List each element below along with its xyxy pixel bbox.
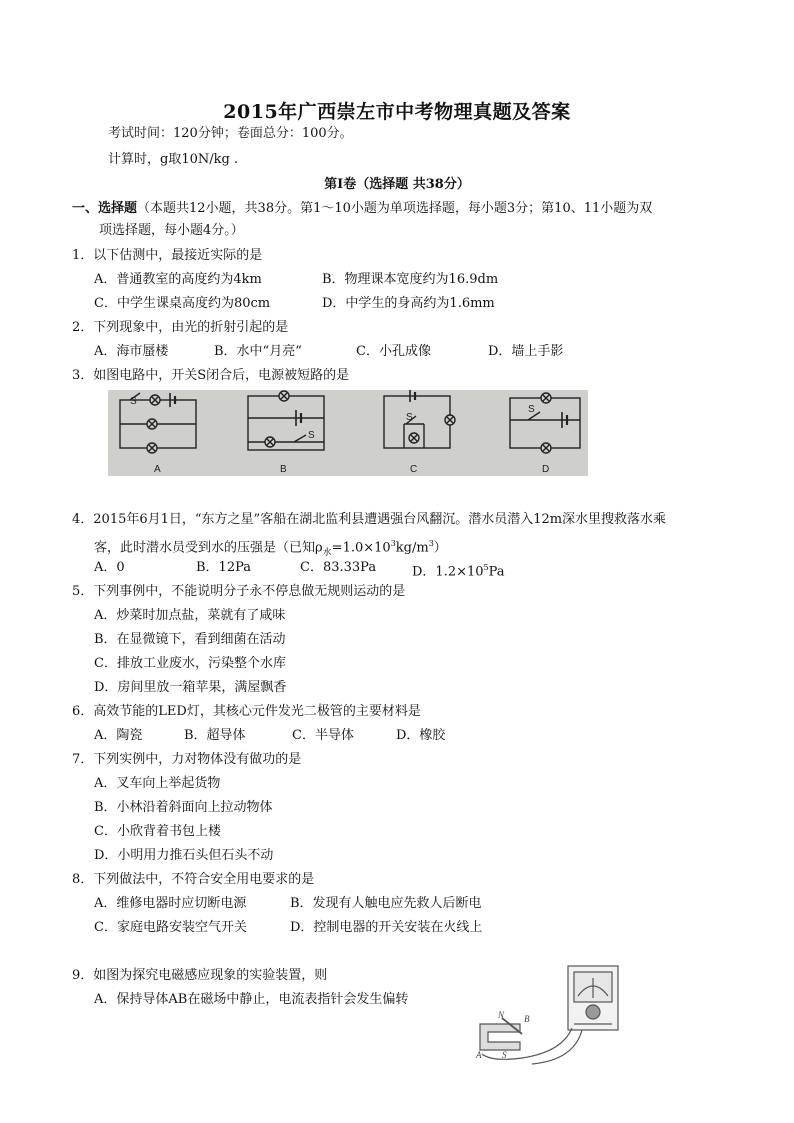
q4-stem-part: ） — [433, 540, 447, 556]
question-9-stem: 9．如图为探究电磁感应现象的实验装置，则 — [72, 968, 328, 983]
q7-option-d: D．小明用力推石头但石头不动 — [94, 848, 274, 863]
q1-option-b: B．物理课本宽度约为16.9dm — [322, 272, 499, 287]
part-title: 第Ⅰ卷（选择题 共38分） — [324, 177, 470, 192]
circuit-a-switch-label: S — [130, 396, 137, 407]
section-desc-cont: 项选择题，每小题4分。） — [99, 223, 244, 238]
q7-option-a: A．叉车向上举起货物 — [94, 776, 221, 791]
circuit-d — [510, 393, 580, 453]
section-header — [72, 201, 652, 217]
q4-d-exponent: 5 — [483, 563, 489, 572]
q1-option-a: A．普通教室的高度约为4km — [94, 272, 262, 287]
circuit-b — [248, 391, 324, 450]
q7-option-c: C．小欣背着书包上楼 — [94, 824, 221, 839]
q5-option-c: C．排放工业废水，污染整个水库 — [94, 656, 286, 671]
q4-option-b: B．12Pa — [196, 560, 252, 575]
question-5-stem: 5．下列事例中，不能说明分子永不停息做无规则运动的是 — [72, 584, 406, 599]
q4-rho-subscript: 水 — [322, 547, 332, 558]
q4-stem-part: =1.0×10 — [331, 540, 391, 556]
apparatus-label-a: A — [476, 1050, 482, 1060]
electromagnetic-induction-apparatus — [462, 962, 632, 1070]
circuit-c-switch-label: S — [406, 412, 413, 423]
section-label: 一、选择题 — [72, 201, 138, 216]
gravity-note: 计算时，g取10N/kg . — [108, 152, 239, 167]
q8-option-c: C．家庭电路安装空气开关 — [94, 920, 247, 935]
apparatus-label-b: B — [524, 1014, 530, 1024]
circuit-diagrams-svg — [108, 390, 588, 476]
question-3-stem: 3．如图电路中，开关S闭合后，电源被短路的是 — [72, 368, 350, 383]
apparatus-label-s: S — [502, 1050, 507, 1060]
q4-option-c: C．83.33Pa — [300, 560, 377, 575]
question-8-stem: 8．下列做法中，不符合安全用电要求的是 — [72, 872, 315, 887]
q4-stem-part: 客，此时潜水员受到水的压强是（已知ρ — [94, 540, 323, 556]
q5-option-d: D．房间里放一箱苹果，满屋飘香 — [94, 680, 287, 695]
q2-option-b: B．水中“月亮” — [214, 344, 302, 359]
q2-option-d: D．墙上手影 — [488, 344, 564, 359]
q2-option-c: C．小孔成像 — [356, 344, 431, 359]
circuit-d-switch-label: S — [528, 404, 535, 415]
circuit-c — [384, 390, 455, 448]
circuit-b-switch-label: S — [308, 430, 315, 441]
q8-option-d: D．控制电器的开关安装在火线上 — [290, 920, 483, 935]
page-title: 2015年广西崇左市中考物理真题及答案 — [223, 101, 571, 123]
question-4-stem-cont — [94, 536, 447, 561]
q2-option-a: A．海市蜃楼 — [94, 344, 169, 359]
q7-option-b: B．小林沿着斜面向上拉动物体 — [94, 800, 273, 815]
q4-stem-part: kg/m — [395, 540, 429, 556]
apparatus-label-n: N — [498, 1010, 505, 1020]
q1-option-d: D．中学生的身高约为1.6mm — [322, 296, 495, 311]
q4-unit-exponent: 3 — [428, 539, 434, 548]
q5-option-a: A．炒菜时加点盐，菜就有了咸味 — [94, 608, 286, 623]
question-7-stem: 7．下列实例中，力对物体没有做功的是 — [72, 752, 302, 767]
circuit-d-label: D — [542, 464, 550, 475]
question-6-stem: 6．高效节能的LED灯，其核心元件发光二极管的主要材料是 — [72, 704, 421, 719]
q9-option-a: A．保持导体AB在磁场中静止，电流表指针会发生偏转 — [94, 992, 409, 1007]
q1-option-c: C．中学生课桌高度约为80cm — [94, 296, 271, 311]
circuit-b-label: B — [280, 464, 287, 475]
section-desc: （本题共12小题，共38分。第1～10小题为单项选择题，每小题3分；第10、11小题为双 — [137, 201, 653, 216]
q6-option-d: D．橡胶 — [396, 728, 446, 743]
exam-time-info: 考试时间：120分钟；卷面总分：100分。 — [108, 126, 353, 141]
q6-option-c: C．半导体 — [292, 728, 354, 743]
q4-option-a: A．0 — [94, 560, 125, 575]
circuit-a-label: A — [154, 464, 161, 475]
q4-d-part: D．1.2×10 — [412, 564, 484, 580]
apparatus-svg — [462, 962, 632, 1070]
question-2-stem: 2．下列现象中，由光的折射引起的是 — [72, 320, 289, 335]
q4-d-part: Pa — [488, 564, 505, 580]
question-4-stem: 4．2015年6月1日，“东方之星”客船在湖北监利县遭遇强台风翻沉。潜水员潜入12m深水里搜救落水乘 — [72, 512, 667, 527]
q8-option-a: A．维修电器时应切断电源 — [94, 896, 247, 911]
q4-option-d — [412, 560, 505, 580]
question-1-stem: 1．以下估测中，最接近实际的是 — [72, 248, 263, 263]
q4-exponent: 3 — [390, 539, 396, 548]
q5-option-b: B．在显微镜下，看到细菌在活动 — [94, 632, 286, 647]
q8-option-b: B．发现有人触电应先救人后断电 — [290, 896, 482, 911]
q6-option-b: B．超导体 — [184, 728, 246, 743]
circuit-diagrams-figure — [108, 390, 588, 476]
q6-option-a: A．陶瓷 — [94, 728, 143, 743]
circuit-c-label: C — [410, 464, 418, 475]
